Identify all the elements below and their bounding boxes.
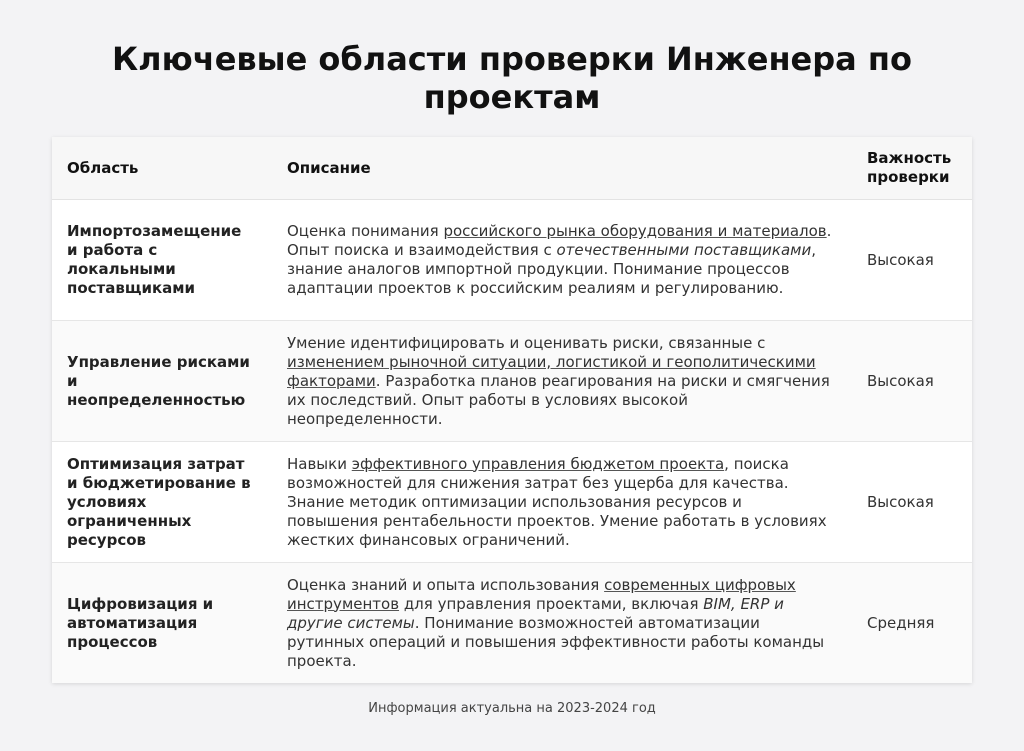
row-importance: Высокая — [852, 200, 972, 321]
table-header-row — [52, 137, 972, 200]
description-text: , поиска возможностей для снижения затрат без ущерба для качества. Знание методик оптимизации использования ресурсов и повышения рентабельности проектов. Умение работать в условиях жестких финансовых ограничений. — [287, 454, 827, 549]
row-area: Оптимизация затрат и бюджетирование в условиях ограниченных ресурсов — [52, 442, 272, 563]
description-text: для управления проектами, включая — [399, 594, 704, 613]
row-description — [272, 200, 852, 321]
page-title: Ключевые области проверки Инженера по проектам — [112, 40, 912, 116]
description-emphasis: отечественными поставщиками — [556, 241, 812, 259]
review-areas-table — [52, 137, 972, 683]
description-text: Умение идентифицировать и оценивать риски, связанные с — [287, 333, 766, 352]
row-description — [272, 442, 852, 563]
table-body — [52, 200, 972, 684]
description-text: Оценка понимания — [287, 222, 444, 240]
table-row — [52, 321, 972, 442]
description-text: Оценка знаний и опыта использования — [287, 575, 605, 594]
table-row — [52, 442, 972, 563]
table-row — [52, 200, 972, 321]
description-text: . Разработка планов реагирования на риски и смягчения их последствий. Опыт работы в условиях высокой неопределенности. — [287, 371, 830, 428]
row-description — [272, 321, 852, 442]
row-importance: Высокая — [852, 321, 972, 442]
description-link[interactable]: современных цифровых инструментов — [287, 575, 796, 613]
footer-note: Информация актуальна на 2023-2024 год — [368, 701, 656, 716]
row-area: Импортозамещение и работа с локальными поставщиками — [52, 200, 272, 321]
row-area: Управление рисками и неопределенностью — [52, 321, 272, 442]
description-link[interactable]: изменением рыночной ситуации, логистикой и геополитическими факторами — [287, 352, 816, 390]
table-row — [52, 563, 972, 684]
description-link[interactable]: российского рынка оборудования и материалов — [443, 222, 827, 240]
description-text: , знание аналогов импортной продукции. Понимание процессов адаптации проектов к российским реалиям и регулированию. — [287, 241, 817, 297]
row-area: Цифровизация и автоматизация процессов — [52, 563, 272, 684]
description-link[interactable]: эффективного управления бюджетом проекта — [351, 454, 725, 473]
row-importance: Высокая — [852, 442, 972, 563]
description-emphasis: BIM, ERP и другие системы — [287, 594, 784, 632]
row-description — [272, 563, 852, 684]
header-importance: Важность проверки — [852, 137, 972, 200]
row-importance: Средняя — [852, 563, 972, 684]
review-areas-table-card — [52, 137, 972, 683]
description-text: . Понимание возможностей автоматизации рутинных операций и повышения эффективности работы команды проекта. — [287, 613, 825, 670]
description-text: Навыки — [287, 454, 352, 473]
header-area: Область — [52, 137, 272, 200]
description-text: . Опыт поиска и взаимодействия с — [287, 222, 832, 259]
header-description: Описание — [272, 137, 852, 200]
